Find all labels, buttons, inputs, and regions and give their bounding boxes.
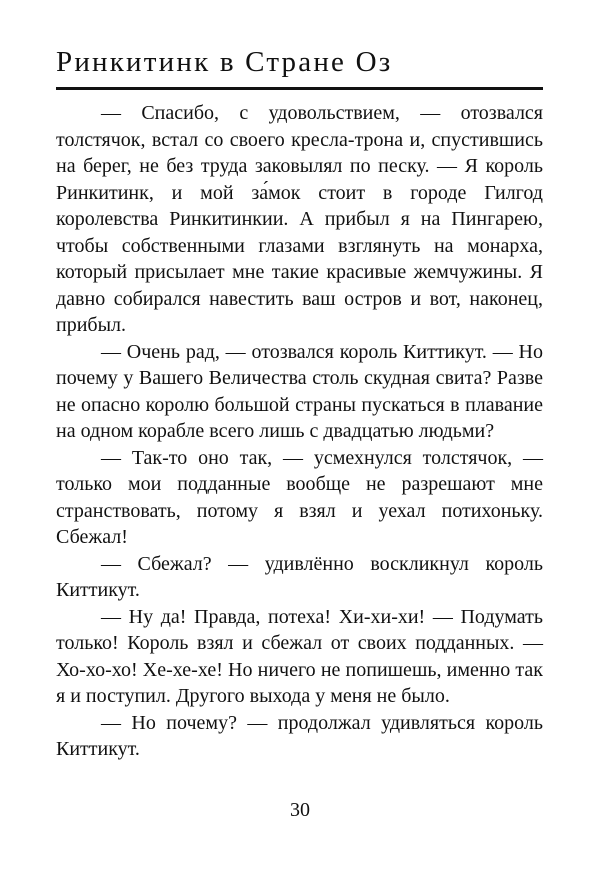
- paragraph: — Так-то оно так, — усмехнулся толстячок, — только мои подданные вообще не разрешают мне странствовать, потому я взял и уехал потихоньку. Сбежал!: [56, 446, 543, 548]
- running-header-title: Ринкитинк в Стране Оз: [56, 46, 393, 78]
- paragraph: — Но почему? — продолжал удивляться король Киттикут.: [56, 711, 543, 760]
- paragraph: — Ну да! Правда, потеха! Хи-хи-хи! — Подумать только! Король взял и сбежал от своих подданных. — Хо-хо-хо! Хе-хе-хе! Но ничего не попишешь, именно так я и поступил. Другого выхода у меня не было.: [56, 605, 543, 707]
- page-body: [56, 100, 543, 763]
- paragraph: — Спасибо, с удовольствием, — отозвался толстячок, встал со своего кресла-трона и, спустившись на берег, не без труда заковылял по песку. — Я король Ринкитинк, и мой за́мок стоит в городе Гилгод королевства Ринкитинкии. А прибыл я на Пингарею, чтобы собственными глазами взглянуть на монарха, который присылает мне такие красивые жемчужины. Я давно собирался навестить ваш остров и вот, наконец, прибыл.: [56, 102, 543, 336]
- paragraph: — Сбежал? — удивлённо воскликнул король Киттикут.: [56, 552, 543, 601]
- page-number: 30: [290, 799, 310, 821]
- paragraph: — Очень рад, — отозвался король Киттикут. — Но почему у Вашего Величества столь скудная свита? Разве не опасно королю большой страны пускаться в плавание на одном корабле всего лишь с двадцатью людьми?: [56, 340, 543, 442]
- header-rule: [56, 87, 543, 90]
